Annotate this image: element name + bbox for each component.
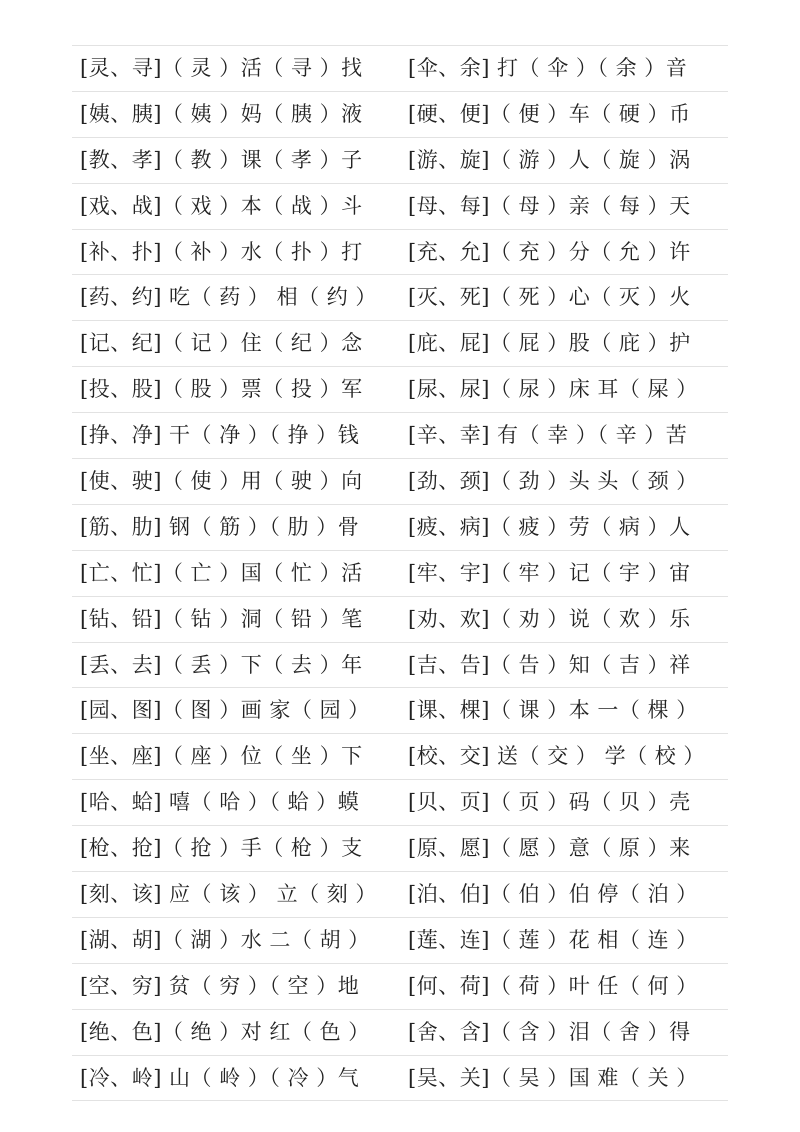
table-row xyxy=(72,229,728,275)
word-pair-right: [充、允]（ 充 ）分（ 允 ）许 xyxy=(408,239,691,264)
word-pair-left: [绝、色]（ 绝 ）对 红（ 色 ） xyxy=(80,1019,370,1044)
word-pair-left: [钻、铅]（ 钻 ）洞（ 铅 ）笔 xyxy=(80,606,363,631)
table-row xyxy=(72,412,728,458)
table-row xyxy=(72,320,728,366)
table-row xyxy=(72,91,728,137)
word-pair-right: [牢、宇]（ 牢 ）记（ 宇 ）宙 xyxy=(408,560,691,585)
table-row xyxy=(72,183,728,229)
word-pair-left: [补、扑]（ 补 ）水（ 扑 ）打 xyxy=(80,239,363,264)
word-pair-right: [何、荷]（ 荷 ）叶 任（ 何 ） xyxy=(408,973,698,998)
worksheet xyxy=(72,45,728,1101)
word-pair-left: [刻、该] 应（ 该 ） 立（ 刻 ） xyxy=(80,882,377,907)
table-row xyxy=(72,366,728,412)
word-pair-right: [母、每]（ 母 ）亲（ 每 ）天 xyxy=(408,193,691,218)
word-pair-left: [药、约] 吃（ 药 ） 相（ 约 ） xyxy=(80,285,377,310)
word-pair-left: [园、图]（ 图 ）画 家（ 园 ） xyxy=(80,698,370,723)
table-row xyxy=(72,779,728,825)
table-row xyxy=(72,825,728,871)
word-pair-left: [坐、座]（ 座 ）位（ 坐 ）下 xyxy=(80,744,363,769)
table-row xyxy=(72,45,728,91)
table-row xyxy=(72,137,728,183)
word-pair-right: [吉、告]（ 告 ）知（ 吉 ）祥 xyxy=(408,652,691,677)
word-pair-left: [筋、肋] 钢（ 筋 ）（ 肋 ）骨 xyxy=(80,514,360,539)
word-pair-right: [吴、关]（ 吴 ）国 难（ 关 ） xyxy=(408,1065,698,1090)
table-row xyxy=(72,642,728,688)
word-pair-right: [贝、页]（ 页 ）码（ 贝 ）壳 xyxy=(408,790,691,815)
word-pair-left: [灵、寻]（ 灵 ）活（ 寻 ）找 xyxy=(80,56,363,80)
table-row xyxy=(72,871,728,917)
table-row xyxy=(72,963,728,1009)
table-row xyxy=(72,733,728,779)
word-pair-left: [姨、胰]（ 姨 ）妈（ 胰 ）液 xyxy=(80,101,363,126)
word-pair-left: [投、股]（ 股 ）票（ 投 ）军 xyxy=(80,377,363,402)
word-pair-left: [空、穷] 贫（ 穷 ）（ 空 ）地 xyxy=(80,973,360,998)
word-pair-left: [丢、去]（ 丢 ）下（ 去 ）年 xyxy=(80,652,363,677)
table-row xyxy=(72,504,728,550)
word-pair-left: [亡、忙]（ 亡 ）国（ 忙 ）活 xyxy=(80,560,363,585)
word-pair-right: [硬、便]（ 便 ）车（ 硬 ）币 xyxy=(408,101,691,126)
table-row xyxy=(72,917,728,963)
word-pair-right: [游、旋]（ 游 ）人（ 旋 ）涡 xyxy=(408,147,691,172)
word-pair-left: [挣、净] 干（ 净 ）（ 挣 ）钱 xyxy=(80,423,360,448)
word-pair-right: [校、交] 送（ 交 ） 学（ 校 ） xyxy=(408,744,705,769)
table-row xyxy=(72,458,728,504)
word-pair-left: [哈、蛤] 嘻（ 哈 ）（ 蛤 ）蟆 xyxy=(80,790,360,815)
word-pair-right: [莲、连]（ 莲 ）花 相（ 连 ） xyxy=(408,927,698,952)
table-row xyxy=(72,550,728,596)
word-pair-left: [教、孝]（ 教 ）课（ 孝 ）子 xyxy=(80,147,363,172)
table-row xyxy=(72,1055,728,1102)
word-pair-right: [尿、尿]（ 尿 ）床 耳（ 屎 ） xyxy=(408,377,698,402)
word-pair-left: [枪、抢]（ 抢 ）手（ 枪 ）支 xyxy=(80,836,363,861)
word-pair-right: [原、愿]（ 愿 ）意（ 原 ）来 xyxy=(408,836,691,861)
word-pair-left: [使、驶]（ 使 ）用（ 驶 ）向 xyxy=(80,469,363,494)
word-pair-left: [戏、战]（ 戏 ）本（ 战 ）斗 xyxy=(80,193,363,218)
table-row xyxy=(72,687,728,733)
word-pair-right: [劝、欢]（ 劝 ）说（ 欢 ）乐 xyxy=(408,606,691,631)
word-pair-right: [灭、死]（ 死 ）心（ 灭 ）火 xyxy=(408,285,691,310)
word-pair-left: [记、纪]（ 记 ）住（ 纪 ）念 xyxy=(80,331,363,356)
word-pair-right: [舍、含]（ 含 ）泪（ 舍 ）得 xyxy=(408,1019,691,1044)
table-row xyxy=(72,596,728,642)
word-pair-right: [庇、屁]（ 屁 ）股（ 庇 ）护 xyxy=(408,331,691,356)
word-pair-right: [辛、幸] 有（ 幸 ）（ 辛 ）苦 xyxy=(408,423,688,448)
word-pair-left: [冷、岭] 山（ 岭 ）（ 冷 ）气 xyxy=(80,1065,360,1090)
table-row xyxy=(72,274,728,320)
word-pair-right: [课、棵]（ 课 ）本 一（ 棵 ） xyxy=(408,698,698,723)
table-row xyxy=(72,1009,728,1055)
word-pair-right: [伞、余] 打（ 伞 ）（ 余 ）音 xyxy=(408,56,688,80)
word-pair-right: [疲、病]（ 疲 ）劳（ 病 ）人 xyxy=(408,514,691,539)
word-pair-right: [劲、颈]（ 劲 ）头 头（ 颈 ） xyxy=(408,469,698,494)
word-pair-right: [泊、伯]（ 伯 ）伯 停（ 泊 ） xyxy=(408,882,698,907)
word-pair-left: [湖、胡]（ 湖 ）水 二（ 胡 ） xyxy=(80,927,370,952)
